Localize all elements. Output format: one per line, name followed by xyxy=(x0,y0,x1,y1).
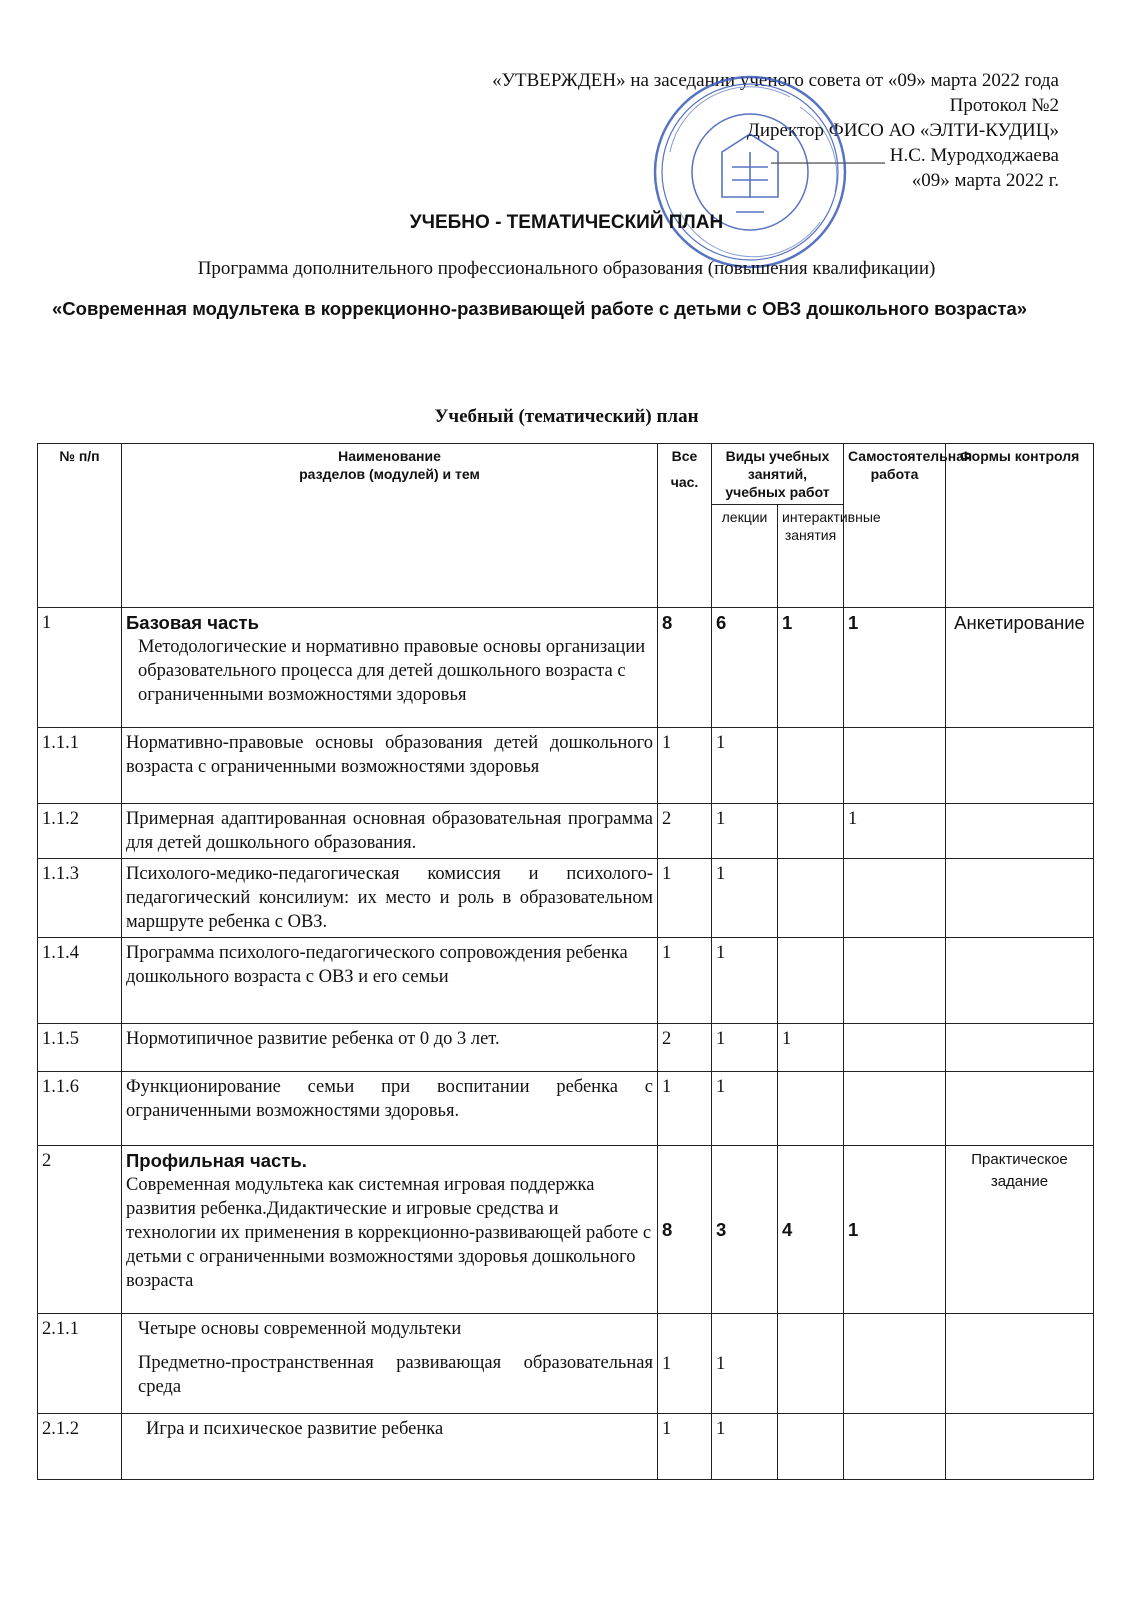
row-total: 1 xyxy=(658,859,712,938)
row-num: 1.1.2 xyxy=(38,804,122,859)
row-lectures: 1 xyxy=(712,1314,778,1414)
table-row xyxy=(38,728,1094,804)
header-name-line1: Наименование xyxy=(338,448,441,464)
row-interactive xyxy=(778,1314,844,1414)
row-total: 1 xyxy=(658,1414,712,1480)
row-num: 1.1.1 xyxy=(38,728,122,804)
row-total: 2 xyxy=(658,1024,712,1072)
table-row xyxy=(38,1314,1094,1414)
row-independent xyxy=(844,728,946,804)
header-control: Формы контроля xyxy=(946,444,1094,608)
row-control xyxy=(946,1414,1094,1480)
row-interactive: 1 xyxy=(778,608,844,728)
approval-block xyxy=(492,68,1059,193)
row-lectures: 1 xyxy=(712,804,778,859)
document-title: УЧЕБНО - ТЕМАТИЧЕСКИЙ ПЛАН xyxy=(409,212,724,233)
row-lectures: 1 xyxy=(712,1414,778,1480)
row-topic xyxy=(122,1314,658,1414)
section-title: Профильная часть. xyxy=(126,1150,307,1171)
row-independent: 1 xyxy=(844,804,946,859)
header-name-line2: разделов (модулей) и тем xyxy=(299,466,480,482)
row-num: 2.1.2 xyxy=(38,1414,122,1480)
row-topic xyxy=(122,608,658,728)
header-name xyxy=(122,444,658,608)
row-num: 1.1.3 xyxy=(38,859,122,938)
row-control xyxy=(946,728,1094,804)
table-row xyxy=(38,1414,1094,1480)
row-control xyxy=(946,1314,1094,1414)
row-total: 1 xyxy=(658,1072,712,1146)
row-independent: 1 xyxy=(844,1146,946,1314)
row-control xyxy=(946,859,1094,938)
director-line: Директор ФИСО АО «ЭЛТИ-КУДИЦ» xyxy=(746,120,1059,141)
row-topic: Нормотипичное развитие ребенка от 0 до 3 лет. xyxy=(122,1024,658,1072)
table-row xyxy=(38,859,1094,938)
row-interactive: 1 xyxy=(778,1024,844,1072)
document-subtitle: Программа дополнительного профессионального образования (повышения квалификации) xyxy=(197,258,936,279)
row-lectures: 1 xyxy=(712,1024,778,1072)
signature-line: ____________ Н.С. Муродходжаева xyxy=(771,145,1059,166)
topic-desc: Предметно-пространственная развивающая образовательная среда xyxy=(138,1353,653,1397)
row-lectures: 1 xyxy=(712,938,778,1024)
row-control xyxy=(946,804,1094,859)
row-topic: Нормативно-правовые основы образования детей дошкольного возраста с ограниченными возможностями здоровья xyxy=(122,728,658,804)
section-desc: Методологические и нормативно правовые основы организации образовательного процесса для детей дошкольного возраста с ограниченными возможностями здоровья xyxy=(138,637,646,705)
plan-heading: Учебный (тематический) план xyxy=(434,406,699,427)
row-total: 2 xyxy=(658,804,712,859)
row-num: 1.1.4 xyxy=(38,938,122,1024)
header-independent: Самостоятельная работа xyxy=(844,444,946,608)
row-num: 2 xyxy=(38,1146,122,1314)
table-row xyxy=(38,608,1094,728)
row-independent xyxy=(844,1414,946,1480)
table-row xyxy=(38,804,1094,859)
header-total-line1: Все xyxy=(671,448,698,464)
row-topic xyxy=(122,1414,658,1480)
curriculum-table xyxy=(37,443,1094,1480)
row-num: 1 xyxy=(38,608,122,728)
row-num: 1.1.5 xyxy=(38,1024,122,1072)
row-total: 8 xyxy=(658,1146,712,1314)
row-topic: Функционирование семьи при воспитании ребенка с ограниченными возможностями здоровья. xyxy=(122,1072,658,1146)
row-control: Практическое задание xyxy=(946,1146,1094,1314)
row-lectures: 6 xyxy=(712,608,778,728)
topic-desc: Игра и психическое развитие ребенка xyxy=(146,1419,444,1439)
row-interactive xyxy=(778,938,844,1024)
row-lectures: 3 xyxy=(712,1146,778,1314)
row-independent xyxy=(844,1314,946,1414)
date-line: «09» марта 2022 г. xyxy=(911,170,1059,191)
row-interactive xyxy=(778,804,844,859)
row-control xyxy=(946,1024,1094,1072)
topic-subtitle: Четыре основы современной модультеки xyxy=(138,1319,462,1339)
header-lectures: лекции xyxy=(712,505,778,608)
row-num: 2.1.1 xyxy=(38,1314,122,1414)
row-control xyxy=(946,1072,1094,1146)
row-lectures: 1 xyxy=(712,1072,778,1146)
header-num: № п/п xyxy=(38,444,122,608)
row-interactive xyxy=(778,1414,844,1480)
row-total: 1 xyxy=(658,938,712,1024)
row-total: 1 xyxy=(658,728,712,804)
approval-line: «УТВЕРЖДЕН» на заседании ученого совета от «09» марта 2022 года xyxy=(492,70,1059,91)
row-interactive xyxy=(778,728,844,804)
row-independent xyxy=(844,1072,946,1146)
table-row xyxy=(38,938,1094,1024)
row-total: 1 xyxy=(658,1314,712,1414)
header-types: Виды учебных занятий, учебных работ xyxy=(712,444,844,505)
row-topic: Психолого-медико-педагогическая комиссия и психолого-педагогический консилиум: их место и роль в образовательном маршруте ребенка с ОВЗ. xyxy=(122,859,658,938)
section-desc: Современная модультека как системная игровая поддержка развития ребенка.Дидактические и игровые средства и технологии их применения в коррекционно-развивающей работе с детьми с ограниченными возможностями здоровья дошкольного возраста xyxy=(126,1175,652,1291)
table-row xyxy=(38,1072,1094,1146)
row-interactive xyxy=(778,859,844,938)
table-header-row xyxy=(38,444,1094,505)
section-title: Базовая часть xyxy=(126,612,259,633)
row-topic xyxy=(122,1146,658,1314)
header-total-line2: час. xyxy=(670,474,699,490)
row-total: 8 xyxy=(658,608,712,728)
row-independent: 1 xyxy=(844,608,946,728)
table-row xyxy=(38,1024,1094,1072)
row-topic: Примерная адаптированная основная образовательная программа для детей дошкольного образования. xyxy=(122,804,658,859)
row-independent xyxy=(844,938,946,1024)
header-interactive: интерактивные занятия xyxy=(778,505,844,608)
program-name: «Современная модультека в коррекционно-развивающей работе с детьми с ОВЗ дошкольного возраста» xyxy=(52,298,1028,319)
table-row xyxy=(38,1146,1094,1314)
header-total xyxy=(658,444,712,608)
row-lectures: 1 xyxy=(712,859,778,938)
row-control xyxy=(946,938,1094,1024)
row-topic: Программа психолого-педагогического сопровождения ребенка дошкольного возраста с ОВЗ и его семьи xyxy=(122,938,658,1024)
row-independent xyxy=(844,859,946,938)
row-num: 1.1.6 xyxy=(38,1072,122,1146)
row-independent xyxy=(844,1024,946,1072)
row-interactive xyxy=(778,1072,844,1146)
row-interactive: 4 xyxy=(778,1146,844,1314)
protocol-line: Протокол №2 xyxy=(949,95,1059,116)
row-control: Анкетирование xyxy=(946,608,1094,728)
row-lectures: 1 xyxy=(712,728,778,804)
